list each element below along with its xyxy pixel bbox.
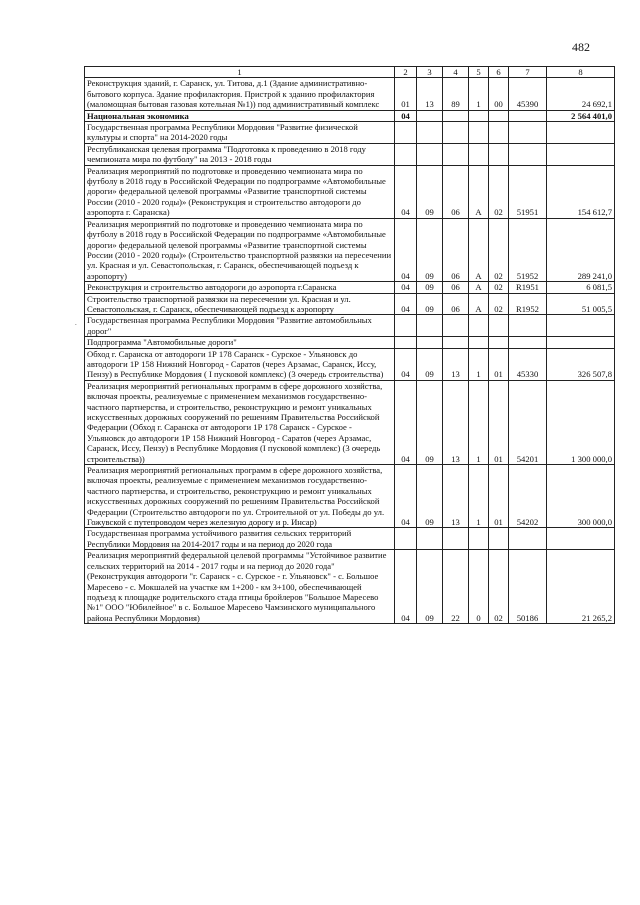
row-col-2: 04 [395,165,417,218]
col-header-2: 2 [395,67,417,78]
row-col-4 [443,143,469,165]
table-row [85,337,615,348]
row-col-7 [509,122,547,144]
row-col-5: А [469,282,489,293]
row-amount: 2 564 401,0 [547,110,615,121]
col-header-6: 6 [489,67,509,78]
row-description: Национальная экономика [85,110,395,121]
table-row [85,380,615,464]
row-col-3 [417,528,443,550]
row-description: Реализация мероприятий по подготовке и проведению чемпионата мира по футболу в 2018 году в Российской Федерации по подпрограмме «Автомобильные дороги» федеральной целевой программы «Развитие транспортной системы России (2010 - 2020 годы)» (Строительство транспортной развязки на пересечении ул. Красная и ул. Севастопольская, г. Саранск, обеспечивающей подъезд к аэропорту) [85,218,395,281]
row-col-5 [469,143,489,165]
row-description: Подпрограмма "Автомобильные дороги" [85,337,395,348]
row-col-2: 04 [395,550,417,624]
row-col-7: 54201 [509,380,547,464]
row-description: Государственная программа Республики Мордовия "Развитие автомобильных дорог" [85,315,395,337]
row-col-6 [489,143,509,165]
row-col-7: 50186 [509,550,547,624]
row-amount [547,315,615,337]
row-col-6 [489,337,509,348]
row-col-4: 06 [443,165,469,218]
row-col-4: 89 [443,78,469,110]
col-header-8: 8 [547,67,615,78]
table-row [85,282,615,293]
row-col-6: 02 [489,282,509,293]
row-col-2: 01 [395,78,417,110]
row-col-5: 1 [469,78,489,110]
row-col-2: 04 [395,110,417,121]
row-description: Государственная программа устойчивого развития сельских территорий Республики Мордовия на 2014-2017 годы и на период до 2020 года [85,528,395,550]
row-col-5 [469,337,489,348]
row-col-2 [395,337,417,348]
row-col-5: А [469,293,489,315]
row-col-3 [417,337,443,348]
row-amount: 326 507,8 [547,348,615,380]
row-col-2 [395,122,417,144]
budget-table [84,66,615,624]
row-col-2: 04 [395,465,417,528]
row-col-4: 22 [443,550,469,624]
row-col-7: R1952 [509,293,547,315]
margin-mark: . [75,319,77,327]
row-col-6: 02 [489,550,509,624]
row-description: Обход г. Саранска от автодороги 1Р 178 Саранск - Сурское - Ульяновск до автодороги 1Р 158 Нижний Новгород - Саратов (через Арзамас, Саранск, Исcу, Пензу) в Республике Мордовия ( I пусковой комплекс) (3 очередь строительства) [85,348,395,380]
row-col-2 [395,315,417,337]
row-col-4: 13 [443,380,469,464]
row-description: Реализация мероприятий по подготовке и проведению чемпионата мира по футболу в 2018 году в Российской Федерации по подпрограмме «Автомобильные дороги» федеральной целевой программы «Развитие транспортной системы России (2010 - 2020 годы)» (Реконструкция и строительство автодороги до аэропорта г. Саранска) [85,165,395,218]
row-col-2: 04 [395,282,417,293]
col-header-3: 3 [417,67,443,78]
row-col-4 [443,122,469,144]
row-col-7 [509,337,547,348]
row-amount: 21 265,2 [547,550,615,624]
row-col-2: 04 [395,348,417,380]
row-col-6 [489,315,509,337]
table-header-row [85,67,615,78]
row-col-4: 06 [443,218,469,281]
row-description: Реализация мероприятий федеральной целевой программы "Устойчивое развитие сельских территорий на 2014 - 2017 годы и на период до 2020 года" (Реконструкция автодороги "г. Саранск - с. Сурское - г. Ульяновск" - с. Большое Маресево - с. Мокшалей на участке км 1+200 - км 3+100, обеспечивающей подъезд к площадке родительского стада птицы бройлеров "Большое Маресево №1" ООО "Юбилейное" в с. Большое Маресево Чамзинского муниципального района Республики Мордовия) [85,550,395,624]
row-col-4 [443,110,469,121]
row-amount: 24 692,1 [547,78,615,110]
row-col-6 [489,122,509,144]
row-description: Государственная программа Республики Мордовия "Развитие физической культуры и спорта" на 2014-2020 годы [85,122,395,144]
row-col-5: 1 [469,465,489,528]
row-col-5 [469,528,489,550]
row-description: Республиканская целевая программа "Подготовка к проведению в 2018 году чемпионата мира по футболу" на 2013 - 2018 годы [85,143,395,165]
table-row [85,78,615,110]
row-col-3 [417,315,443,337]
row-col-2: 04 [395,293,417,315]
row-col-7: 51951 [509,165,547,218]
row-col-7: R1951 [509,282,547,293]
row-col-2: 04 [395,218,417,281]
row-amount: 154 612,7 [547,165,615,218]
table-row [85,528,615,550]
row-description: Реконструкция зданий, г. Саранск, ул. Титова, д.1 (Здание административно-бытового корпуса. Здание профилактория. Пристрой к зданию профилактория (маломощная бытовая газовая котельная №1)) под административный комплекс [85,78,395,110]
row-col-3: 13 [417,78,443,110]
row-col-3: 09 [417,380,443,464]
row-col-7 [509,143,547,165]
table-row [85,315,615,337]
col-header-7: 7 [509,67,547,78]
row-col-3 [417,110,443,121]
row-col-3 [417,143,443,165]
row-amount: 300 000,0 [547,465,615,528]
page-number: 482 [572,40,590,54]
table-row [85,348,615,380]
row-amount [547,143,615,165]
row-col-5: 1 [469,380,489,464]
row-col-5 [469,110,489,121]
row-col-4 [443,315,469,337]
row-col-3: 09 [417,348,443,380]
row-col-5: А [469,218,489,281]
row-amount: 1 300 000,0 [547,380,615,464]
row-col-5: 1 [469,348,489,380]
row-col-3: 09 [417,550,443,624]
table-row [85,293,615,315]
row-col-6: 02 [489,218,509,281]
row-col-5 [469,315,489,337]
row-col-2: 04 [395,380,417,464]
row-col-6: 01 [489,348,509,380]
row-description: Реконструкция и строительство автодороги до аэропорта г.Саранска [85,282,395,293]
row-amount: 6 081,5 [547,282,615,293]
row-col-6: 02 [489,293,509,315]
table-row [85,465,615,528]
row-col-4: 06 [443,282,469,293]
col-header-1: 1 [85,67,395,78]
row-col-3 [417,122,443,144]
table-row [85,165,615,218]
table-body [85,78,615,624]
row-col-2 [395,143,417,165]
row-col-6: 00 [489,78,509,110]
row-amount [547,337,615,348]
row-col-7 [509,315,547,337]
row-col-6 [489,528,509,550]
row-col-5: А [469,165,489,218]
row-col-5 [469,122,489,144]
row-col-2 [395,528,417,550]
row-col-3: 09 [417,218,443,281]
row-col-3: 09 [417,165,443,218]
row-col-6: 01 [489,380,509,464]
budget-table-container [84,66,614,624]
row-amount: 51 005,5 [547,293,615,315]
table-row [85,550,615,624]
row-col-7 [509,528,547,550]
row-description: Реализация мероприятий региональных программ в сфере дорожного хозяйства, включая проекты, реализуемые с применением механизмов государственно-частного партнерства, и строительство, реконструкцию и ремонт уникальных искусственных дорожных сооружений по решениям Правительства Российской Федерации (Обход г. Саранска от автодороги 1Р 178 Саранск - Сурское - Ульяновск до автодороги 1Р 158 Нижний Новгород - Саратов (через Арзамас, Саранск, Исcу, Пензу) в Республике Мордовия (I пусковой комплекс) (3 очередь строительства)) [85,380,395,464]
row-amount [547,122,615,144]
row-col-6: 01 [489,465,509,528]
row-amount [547,528,615,550]
row-col-4: 13 [443,465,469,528]
col-header-4: 4 [443,67,469,78]
table-row [85,218,615,281]
row-col-7: 54202 [509,465,547,528]
row-col-6 [489,110,509,121]
table-row [85,143,615,165]
col-header-5: 5 [469,67,489,78]
table-row [85,110,615,121]
row-col-4: 13 [443,348,469,380]
row-col-7: 45330 [509,348,547,380]
row-col-3: 09 [417,282,443,293]
row-col-7: 51952 [509,218,547,281]
row-col-4: 06 [443,293,469,315]
row-col-3: 09 [417,465,443,528]
row-col-7: 45390 [509,78,547,110]
row-col-5: 0 [469,550,489,624]
row-description: Реализация мероприятий региональных программ в сфере дорожного хозяйства, включая проекты, реализуемые с применением механизмов государственно-частного партнерства, и строительство, реконструкцию и ремонт уникальных искусственных дорожных сооружений по решениям Правительства Российской Федерации (Строительство автодороги по ул. Строительной от ул. Победы до ул. Гожувской с путепроводом через железную дорогу и р. Инсар) [85,465,395,528]
row-col-7 [509,110,547,121]
row-col-4 [443,528,469,550]
row-col-6: 02 [489,165,509,218]
table-row [85,122,615,144]
row-col-3: 09 [417,293,443,315]
row-col-4 [443,337,469,348]
row-amount: 289 241,0 [547,218,615,281]
row-description: Строительство транспортной развязки на пересечении ул. Красная и ул. Севастопольская, г. Саранск, обеспечивающей подъезд к аэропорту [85,293,395,315]
